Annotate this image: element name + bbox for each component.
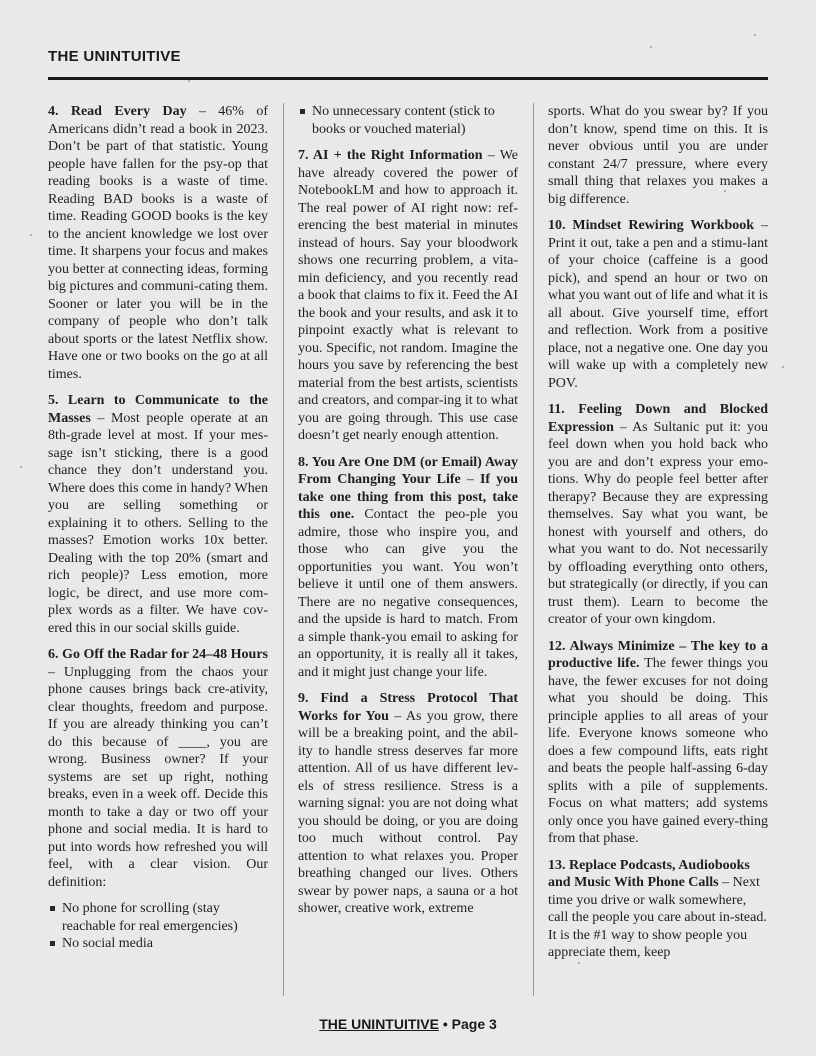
column-divider-left bbox=[283, 103, 284, 996]
paper-speck bbox=[754, 34, 756, 36]
paper-speck bbox=[782, 366, 784, 368]
section-9-paragraph bbox=[298, 690, 518, 918]
section-9-continued: sports. What do you swear by? If you don’t know, spend time on this. It is never obvious until you are under constant 24/7 pressure, where every small thing that relaxes you makes a big difference. bbox=[548, 104, 768, 207]
section-6-heading: 6. Go Off the Radar for 24–48 Hours bbox=[48, 647, 268, 662]
section-13-body: – Next time you drive or walk somewhere, call the people you care about in-stead. It is the #1 way to show people you appreciate them, keep bbox=[548, 875, 767, 960]
section-13-heading: 13. Replace Podcasts, Audiobooks and Music With Phone Calls bbox=[548, 857, 750, 890]
section-8-body: Contact the peo-ple you admire, those who inspire you, and those who can give you the opportunities you want. You won’t believe it until one of them answers. There are no negative consequences, and the upside is hard to match. From a simple thank-you email to asking for an opportunity, it is really all it takes, and it might just change your life. bbox=[298, 507, 518, 680]
paper-speck bbox=[20, 466, 22, 468]
paper-speck bbox=[650, 46, 652, 48]
section-7-heading: 7. AI + the Right Information bbox=[298, 148, 483, 163]
section-8-paragraph bbox=[298, 454, 518, 682]
section-5-heading: 5. Learn to Communicate to the Masses bbox=[48, 393, 268, 426]
section-8-heading: 8. You Are One DM (or Email) Away From Changing Your Life bbox=[298, 454, 518, 487]
section-7-paragraph bbox=[298, 147, 518, 445]
section-6-body: – Unplugging from the chaos your phone causes brings back cre-ativity, clear thoughts, freedom and purpose. If you are already thinking you can’t do this because of ____, you are wrong. Business owner? If your systems are set up right, nothing breaks, even in a week off. Decide this month to take a day or two off your phone and social media. It is hard to put into words how refreshed you will feel, with a clear vision. Our definition: bbox=[48, 664, 268, 890]
section-9-heading: 9. Find a Stress Protocol That Works for You bbox=[298, 691, 518, 724]
section-6-paragraph bbox=[48, 646, 268, 891]
section-7-body: – We have already covered the power of NotebookLM and how to approach it. The real power of AI right now: ref-erencing the best material in minutes instead of hours. Say your bloodwork shows one recurring problem, a vita-min deficiency, and you recently read a book that claims to fix it. Feed the AI the book and your results, and ask it to pinpoint exactly what is relevant to you. Specific, not random. Imagine the hours you save by referencing the best material from the best artists, scientists and creators, and compar-ing it to what you are going through. This use case doesn’t get nearly enough attention. bbox=[298, 148, 519, 443]
section-12-paragraph bbox=[548, 638, 768, 848]
section-5-paragraph bbox=[48, 392, 268, 637]
column-right bbox=[548, 103, 768, 971]
section-8-dash: – bbox=[460, 472, 480, 487]
section-13-paragraph bbox=[548, 857, 768, 962]
section-10-paragraph bbox=[548, 217, 768, 392]
section-10-heading: 10. Mindset Rewiring Workbook bbox=[548, 218, 755, 233]
section-11-body: – As Sultanic put it: you feel down when you hold back who you are and don’t express your emo-tions. Why do people feel better after therapy? Because they are expressing themselves. Say what you want, be honest with yourself and others, do what you want to do. Not necessarily by offloading everything onto others, but strategically (or directly, if you can trust them). Learn to become the creator of your own kingdom. bbox=[548, 419, 768, 627]
header-rule bbox=[48, 77, 768, 80]
definition-list-continued bbox=[298, 103, 518, 138]
section-4-paragraph bbox=[48, 103, 268, 383]
column-left bbox=[48, 103, 268, 962]
list-item: No phone for scrolling (stay reachable for real emergencies) bbox=[48, 900, 268, 935]
section-4-body: – 46% of Americans didn’t read a book in 2023. Don’t be part of that statistic. Young people have fallen for the psy-op that reading books is a waste of time. Reading BAD books is a waste of time. Reading GOOD books is the key to the ancient knowledge we lost over time. It sharpens your focus and makes you better at connecting ideas, forming big pictures and communi-cating them. Sooner or later you will be in the company of people who don’t talk about sports or the latest Netflix show. Have one or two books on the go at all times. bbox=[48, 104, 268, 382]
footer-page-number: • Page 3 bbox=[438, 1016, 497, 1032]
publication-header-title: THE UNINTUITIVE bbox=[48, 48, 181, 65]
paper-speck bbox=[30, 234, 32, 236]
column-divider-right bbox=[533, 103, 534, 996]
section-12-body: The fewer things you have, the fewer excuses for not doing what you should be doing. This principle applies to all areas of your life. Everyone knows someone who does a few compound lifts, eats right and beats the people half-assing 6-day splits with a pile of supplements. Focus on what matters; add systems only once you have gained every-thing from that phase. bbox=[548, 656, 768, 846]
page-footer bbox=[0, 1016, 816, 1032]
section-11-paragraph bbox=[548, 401, 768, 629]
column-middle bbox=[298, 103, 518, 927]
section-11-heading: 11. Feeling Down and Blocked Expression bbox=[548, 402, 768, 435]
section-5-body: – Most people operate at an 8th-grade level at most. If your mes-sage isn’t sticking, there is a good chance they don’t understand you. Where does this come in handy? When you are selling something or explaining it to others. Selling to the masses? Emotion works 10x better. Dealing with the top 20% (smart and rich people)? Less emotion, more logic, be direct, and use more com-plex words as a filter. We have cov-ered this in our social skills guide. bbox=[48, 410, 268, 636]
list-item: No unnecessary content (stick to books or vouched material) bbox=[298, 103, 518, 138]
section-9-body: – As you grow, there will be a breaking point, and the abil-ity to handle stress deserves far more attention. All of us have different lev-els of stress resilience. Stress is a warning signal: you are not doing what you should be doing, or you are doing too much without control. Pay attention to what relaxes you. Proper breathing changed our lives. Others swear by power naps, a sauna or a hot shower, creative work, extreme bbox=[298, 708, 518, 916]
section-4-heading: 4. Read Every Day bbox=[48, 104, 187, 119]
section-8-callout: If you take one thing from this post, take this one. bbox=[298, 472, 518, 522]
paper-speck bbox=[188, 80, 190, 82]
footer-brand: THE UNINTUITIVE bbox=[319, 1016, 439, 1032]
definition-list bbox=[48, 900, 268, 953]
section-10-body: – Print it out, take a pen and a stimu-lant of your choice (caffeine is a good pick), and spend an hour or two on what you want out of life and what it is all about. Give yourself time, effort and reflection. Work from a positive place, not a negative one. One day you will wake up with a completely new POV. bbox=[548, 218, 768, 391]
section-12-heading: 12. Always Minimize – The key to a productive life. bbox=[548, 638, 768, 671]
list-item: No social media bbox=[48, 935, 268, 953]
